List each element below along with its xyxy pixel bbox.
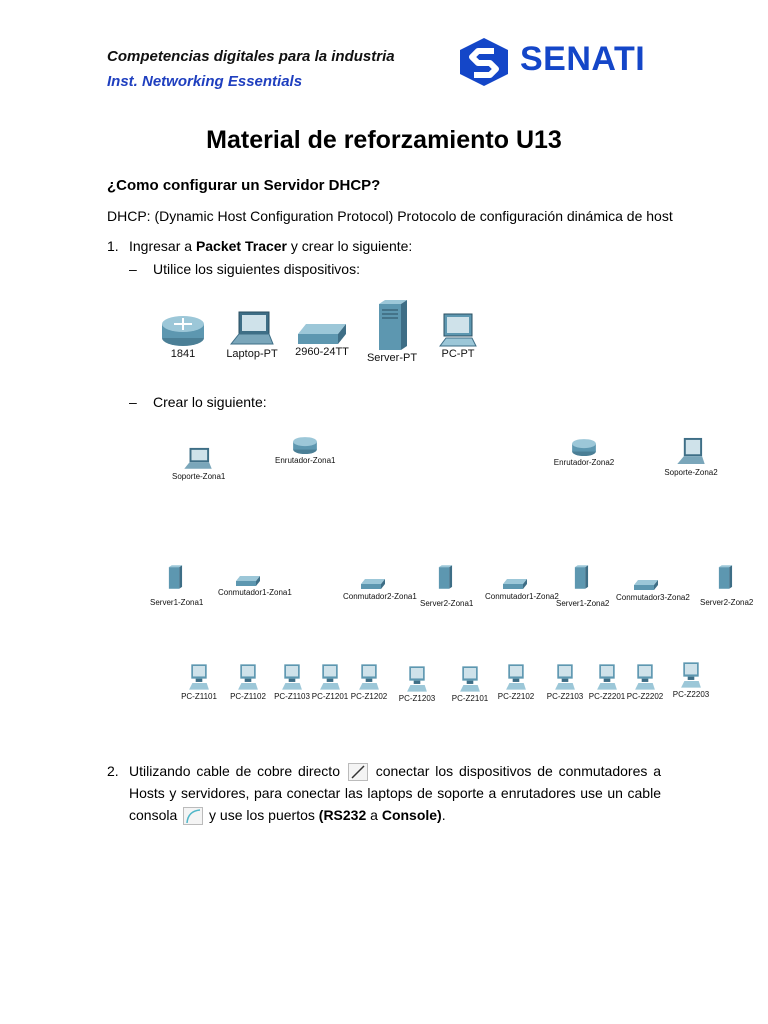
switch-icon xyxy=(296,322,348,346)
topology-pc xyxy=(398,664,436,703)
device-pc xyxy=(430,312,486,360)
device-label: Conmutador1-Zona2 xyxy=(485,592,559,601)
device-label: Soporte-Zona1 xyxy=(172,472,226,481)
step2-text xyxy=(129,760,661,826)
pc-icon xyxy=(505,662,527,692)
device-label: PC-Z2101 xyxy=(451,694,489,703)
server-icon xyxy=(437,555,453,599)
device-label: PC-Z1203 xyxy=(398,694,436,703)
topology-switch xyxy=(218,574,292,597)
server-icon xyxy=(167,556,183,598)
device-label: PC-Z1103 xyxy=(274,692,310,701)
device-label: Console) xyxy=(381,807,442,823)
switch-icon xyxy=(360,576,386,592)
device-server xyxy=(364,298,420,364)
device-label: Laptop-PT xyxy=(226,348,278,360)
header-module: Inst. Networking Essentials xyxy=(107,73,303,90)
pc-icon xyxy=(406,664,428,694)
server-icon xyxy=(717,556,733,598)
device-label: PC-Z1202 xyxy=(350,692,388,701)
senati-logo-text: SENATI xyxy=(520,40,646,78)
device-label: Enrutador-Zona2 xyxy=(553,458,615,467)
device-label: (RS232 xyxy=(318,807,367,823)
device-label: Ingresar a xyxy=(129,238,196,254)
device-label: PC-Z2203 xyxy=(672,690,710,699)
pc-icon xyxy=(459,664,481,694)
page-title: Material de reforzamiento U13 xyxy=(206,126,562,154)
step1-sub2: Crear lo siguiente: xyxy=(153,394,267,410)
device-label: PC-Z1102 xyxy=(230,692,266,701)
router-icon xyxy=(292,434,318,456)
router-icon xyxy=(160,312,206,348)
device-label: PC-Z1201 xyxy=(311,692,349,701)
pc-icon xyxy=(680,660,702,690)
topology-pc xyxy=(311,662,349,701)
device-label: Conmutador1-Zona1 xyxy=(218,588,292,597)
pc-icon xyxy=(554,662,576,692)
pc-icon xyxy=(358,662,380,692)
switch-icon xyxy=(235,574,261,588)
device-label: PC-Z2102 xyxy=(497,692,535,701)
topology-pc xyxy=(350,662,388,701)
device-label: Server1-Zona2 xyxy=(556,599,610,608)
device-label: y crear lo siguiente: xyxy=(287,238,413,254)
topology-pc xyxy=(229,662,267,701)
device-label: PC-Z1101 xyxy=(181,692,217,701)
copper-straight-cable-icon xyxy=(348,763,368,781)
device-label: 1841 xyxy=(170,348,196,360)
server-icon xyxy=(375,298,409,352)
topology-server xyxy=(420,555,474,608)
device-router xyxy=(150,312,216,360)
device-label: a xyxy=(366,807,382,823)
bullet-dash: – xyxy=(129,394,137,410)
device-label: Server2-Zona2 xyxy=(700,598,754,607)
topology-router xyxy=(275,434,335,465)
device-label: Conmutador3-Zona2 xyxy=(616,593,690,602)
device-label: . xyxy=(441,807,446,823)
topology-laptop xyxy=(664,434,718,477)
device-switch xyxy=(290,322,354,358)
topology-pc xyxy=(546,662,584,701)
topology-router xyxy=(553,436,615,467)
laptop-icon xyxy=(183,446,213,472)
device-label: PC-Z2201 xyxy=(588,692,626,701)
device-label: y use los puertos xyxy=(209,807,319,823)
topology-pc xyxy=(672,660,710,699)
switch-icon xyxy=(502,576,528,592)
topology-pc xyxy=(626,662,664,701)
pc-icon xyxy=(634,662,656,692)
topology-server xyxy=(556,555,610,608)
topology-pc xyxy=(588,662,626,701)
router-icon xyxy=(571,436,597,458)
bullet-dash: – xyxy=(129,261,137,277)
device-laptop xyxy=(222,310,282,360)
device-label: Server2-Zona1 xyxy=(420,599,474,608)
device-label: PC-Z2103 xyxy=(546,692,584,701)
topology-pc xyxy=(497,662,535,701)
step2-number: 2. xyxy=(107,763,119,779)
device-label: Utilizando cable de cobre directo xyxy=(129,763,340,779)
step1-number: 1. xyxy=(107,238,119,254)
device-label: 2960-24TT xyxy=(295,346,349,358)
pc-icon xyxy=(237,662,259,692)
pc-icon xyxy=(438,312,478,348)
server-icon xyxy=(573,555,589,599)
section-subtitle: ¿Como configurar un Servidor DHCP? xyxy=(107,177,381,194)
device-label: conectar los dispositivos de conmutadores a Hosts y servidores, para conectar las laptops de soporte a enrutadores use un cable consola xyxy=(129,763,662,823)
laptop-icon xyxy=(676,434,706,468)
device-label: PC-Z2202 xyxy=(626,692,664,701)
topology-laptop xyxy=(172,446,224,481)
topology-pc xyxy=(180,662,218,701)
console-cable-icon xyxy=(183,807,203,825)
pc-icon xyxy=(281,662,303,692)
header-course: Competencias digitales para la industria xyxy=(107,48,395,65)
topology-pc xyxy=(451,664,489,703)
switch-icon xyxy=(633,577,659,593)
device-label: Enrutador-Zona1 xyxy=(275,456,336,465)
step1-sub1: Utilice los siguientes dispositivos: xyxy=(153,261,360,277)
device-label: Conmutador2-Zona1 xyxy=(343,592,417,601)
topology-server xyxy=(150,556,204,607)
step1-text xyxy=(129,238,412,254)
device-label: Server1-Zona1 xyxy=(150,598,204,607)
laptop-icon xyxy=(229,310,275,348)
topology-switch xyxy=(343,576,417,601)
device-label: Soporte-Zona2 xyxy=(664,468,718,477)
pc-icon xyxy=(596,662,618,692)
device-label: Packet Tracer xyxy=(195,238,288,254)
dhcp-definition: DHCP: (Dynamic Host Configuration Protocol) Protocolo de configuración dinámica de host xyxy=(107,208,673,224)
device-label: PC-PT xyxy=(441,348,475,360)
topology-switch xyxy=(616,577,690,602)
device-label: Server-PT xyxy=(366,352,418,364)
topology-server xyxy=(700,556,754,607)
topology-switch xyxy=(485,576,559,601)
pc-icon xyxy=(319,662,341,692)
pc-icon xyxy=(188,662,210,692)
topology-pc xyxy=(273,662,311,701)
